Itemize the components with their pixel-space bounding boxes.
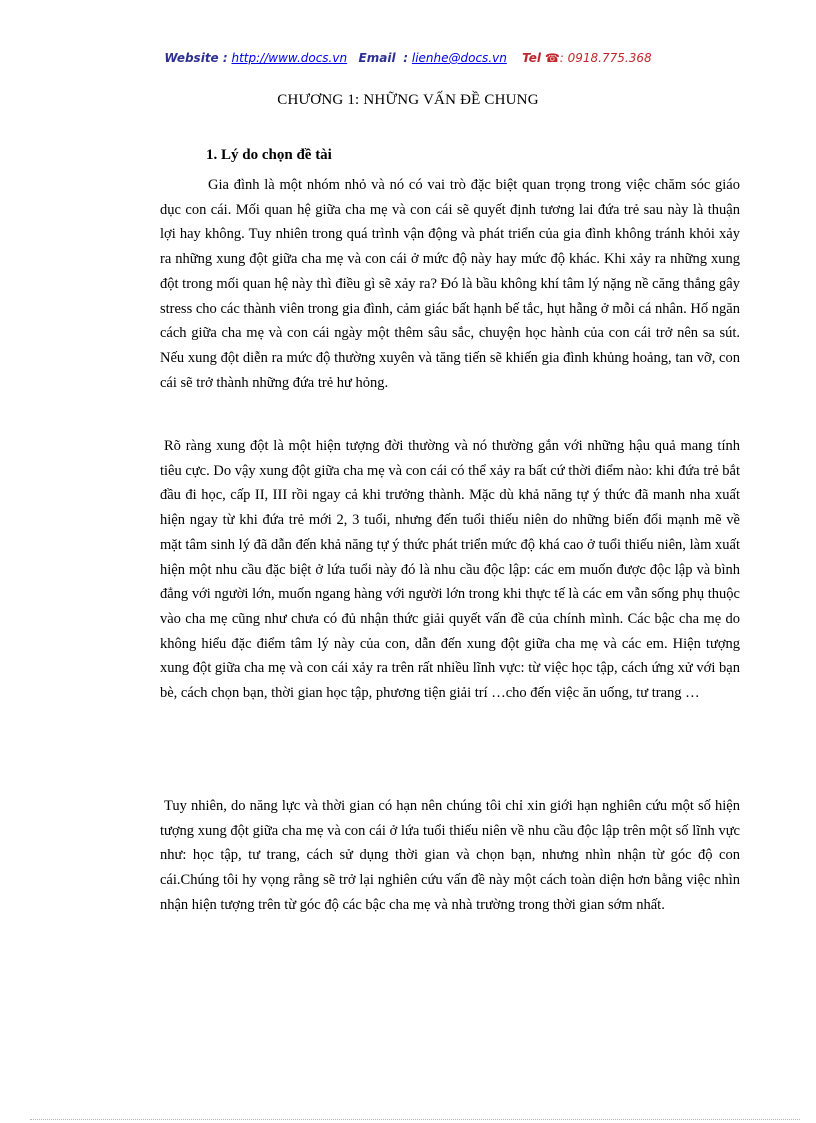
paragraph-3: Tuy nhiên, do năng lực và thời gian có hạn nên chúng tôi chỉ xin giới hạn nghiên cứu một số hiện tượng xung đột giữa cha mẹ và con cái ở lứa tuổi thiếu niên về nhu cầu độc lập trên một số lĩnh vực như: học tập, tư trang, cách sử dụng thời gian và chọn bạn, nhưng nhìn nhận từ góc độ con cái.Chúng tôi hy vọng rằng sẽ trở lại nghiên cứu vấn đề này một cách toàn diện hơn bằng việc nhìn nhận hiện tượng trên từ góc độ các bậc cha mẹ và nhà trường trong thời gian sớm nhất. xyxy=(160,798,740,913)
email-link[interactable]: lienhe@docs.vn xyxy=(411,51,507,65)
chapter-title: CHƯƠNG 1: NHỮNG VẤN ĐỀ CHUNG xyxy=(277,92,539,108)
phone-number: : 0918.775.368 xyxy=(559,51,652,65)
footer-divider xyxy=(30,1119,800,1120)
paragraph-2: Rõ ràng xung đột là một hiện tượng đời thường và nó thường gắn với những hậu quả mang tính tiêu cực. Do vậy xung đột giữa cha mẹ và con cái có thể xảy ra bất cứ thời điểm nào: khi đứa trẻ bắt đầu đi học, cấp II, III rồi ngay cả khi trưởng thành. Mặc dù khả năng tự ý thức đã manh nha xuất hiện ngay từ khi đứa trẻ mới 2, 3 tuổi, nhưng đến tuổi thiếu niên do những biến đổi mạnh mẽ về mặt tâm sinh lý đã dẫn đến khả năng tự ý thức phát triển mức độ khá cao ở tuổi thiếu niên, làm xuất hiện một nhu cầu đặc biệt ở lứa tuổi này đó là nhu cầu độc lập: các em muốn được độc lập và bình đẳng với người lớn, muốn ngang hàng với người lớn trong khi thực tế là các em vẫn sống phụ thuộc vào cha mẹ cũng như chưa có đủ nhận thức giải quyết vấn đề của chính mình. Các bậc cha mẹ do không hiểu đặc điểm tâm lý này của con, dẫn đến xung đột giữa cha mẹ và các em. Hiện tượng xung đột giữa cha mẹ và con cái xảy ra trên rất nhiều lĩnh vực: từ việc học tập, cách ứng xử với bạn bè, cách chọn bạn, thời gian học tập, phương tiện giải trí …cho đến việc ăn uống, tư trang … xyxy=(160,438,740,702)
website-link[interactable]: http://www.docs.vn xyxy=(231,51,348,65)
page-header xyxy=(0,51,816,65)
email-label: Email xyxy=(358,51,396,65)
website-label: Website : xyxy=(164,51,228,65)
paragraph-1: Gia đình là một nhóm nhỏ và nó có vai trò đặc biệt quan trọng trong việc chăm sóc giáo dục con cái. Mối quan hệ giữa cha mẹ và con cái sẽ quyết định tương lai đứa trẻ sau này là thuận lợi hay không. Tuy nhiên trong quá trình vận động và phát triển của gia đình không tránh khỏi xảy ra những xung đột giữa cha mẹ và con cái ở mức độ này hay mức độ khác. Khi xảy ra những xung đột trong mối quan hệ này thì điều gì sẽ xảy ra? Đó là bầu không khí tâm lý nặng nề căng thẳng gây stress cho các thành viên trong gia đình, cảm giác bất hạnh bế tắc, hụt hẫng ở mỗi cá nhân. Hố ngăn cách giữa cha mẹ và con cái ngày một thêm sâu sắc, chuyện học hành của con cái trở nên sa sút. Nếu xung đột diễn ra mức độ thường xuyên và tăng tiến sẽ khiến gia đình khủng hoảng, tan vỡ, con cái sẽ trở thành những đứa trẻ hư hỏng. xyxy=(160,177,740,391)
email-separator: : xyxy=(403,51,409,65)
tel-label: Tel xyxy=(522,51,541,65)
section-heading: 1. Lý do chọn đề tài xyxy=(206,147,332,163)
phone-icon: ☎ xyxy=(544,51,560,65)
